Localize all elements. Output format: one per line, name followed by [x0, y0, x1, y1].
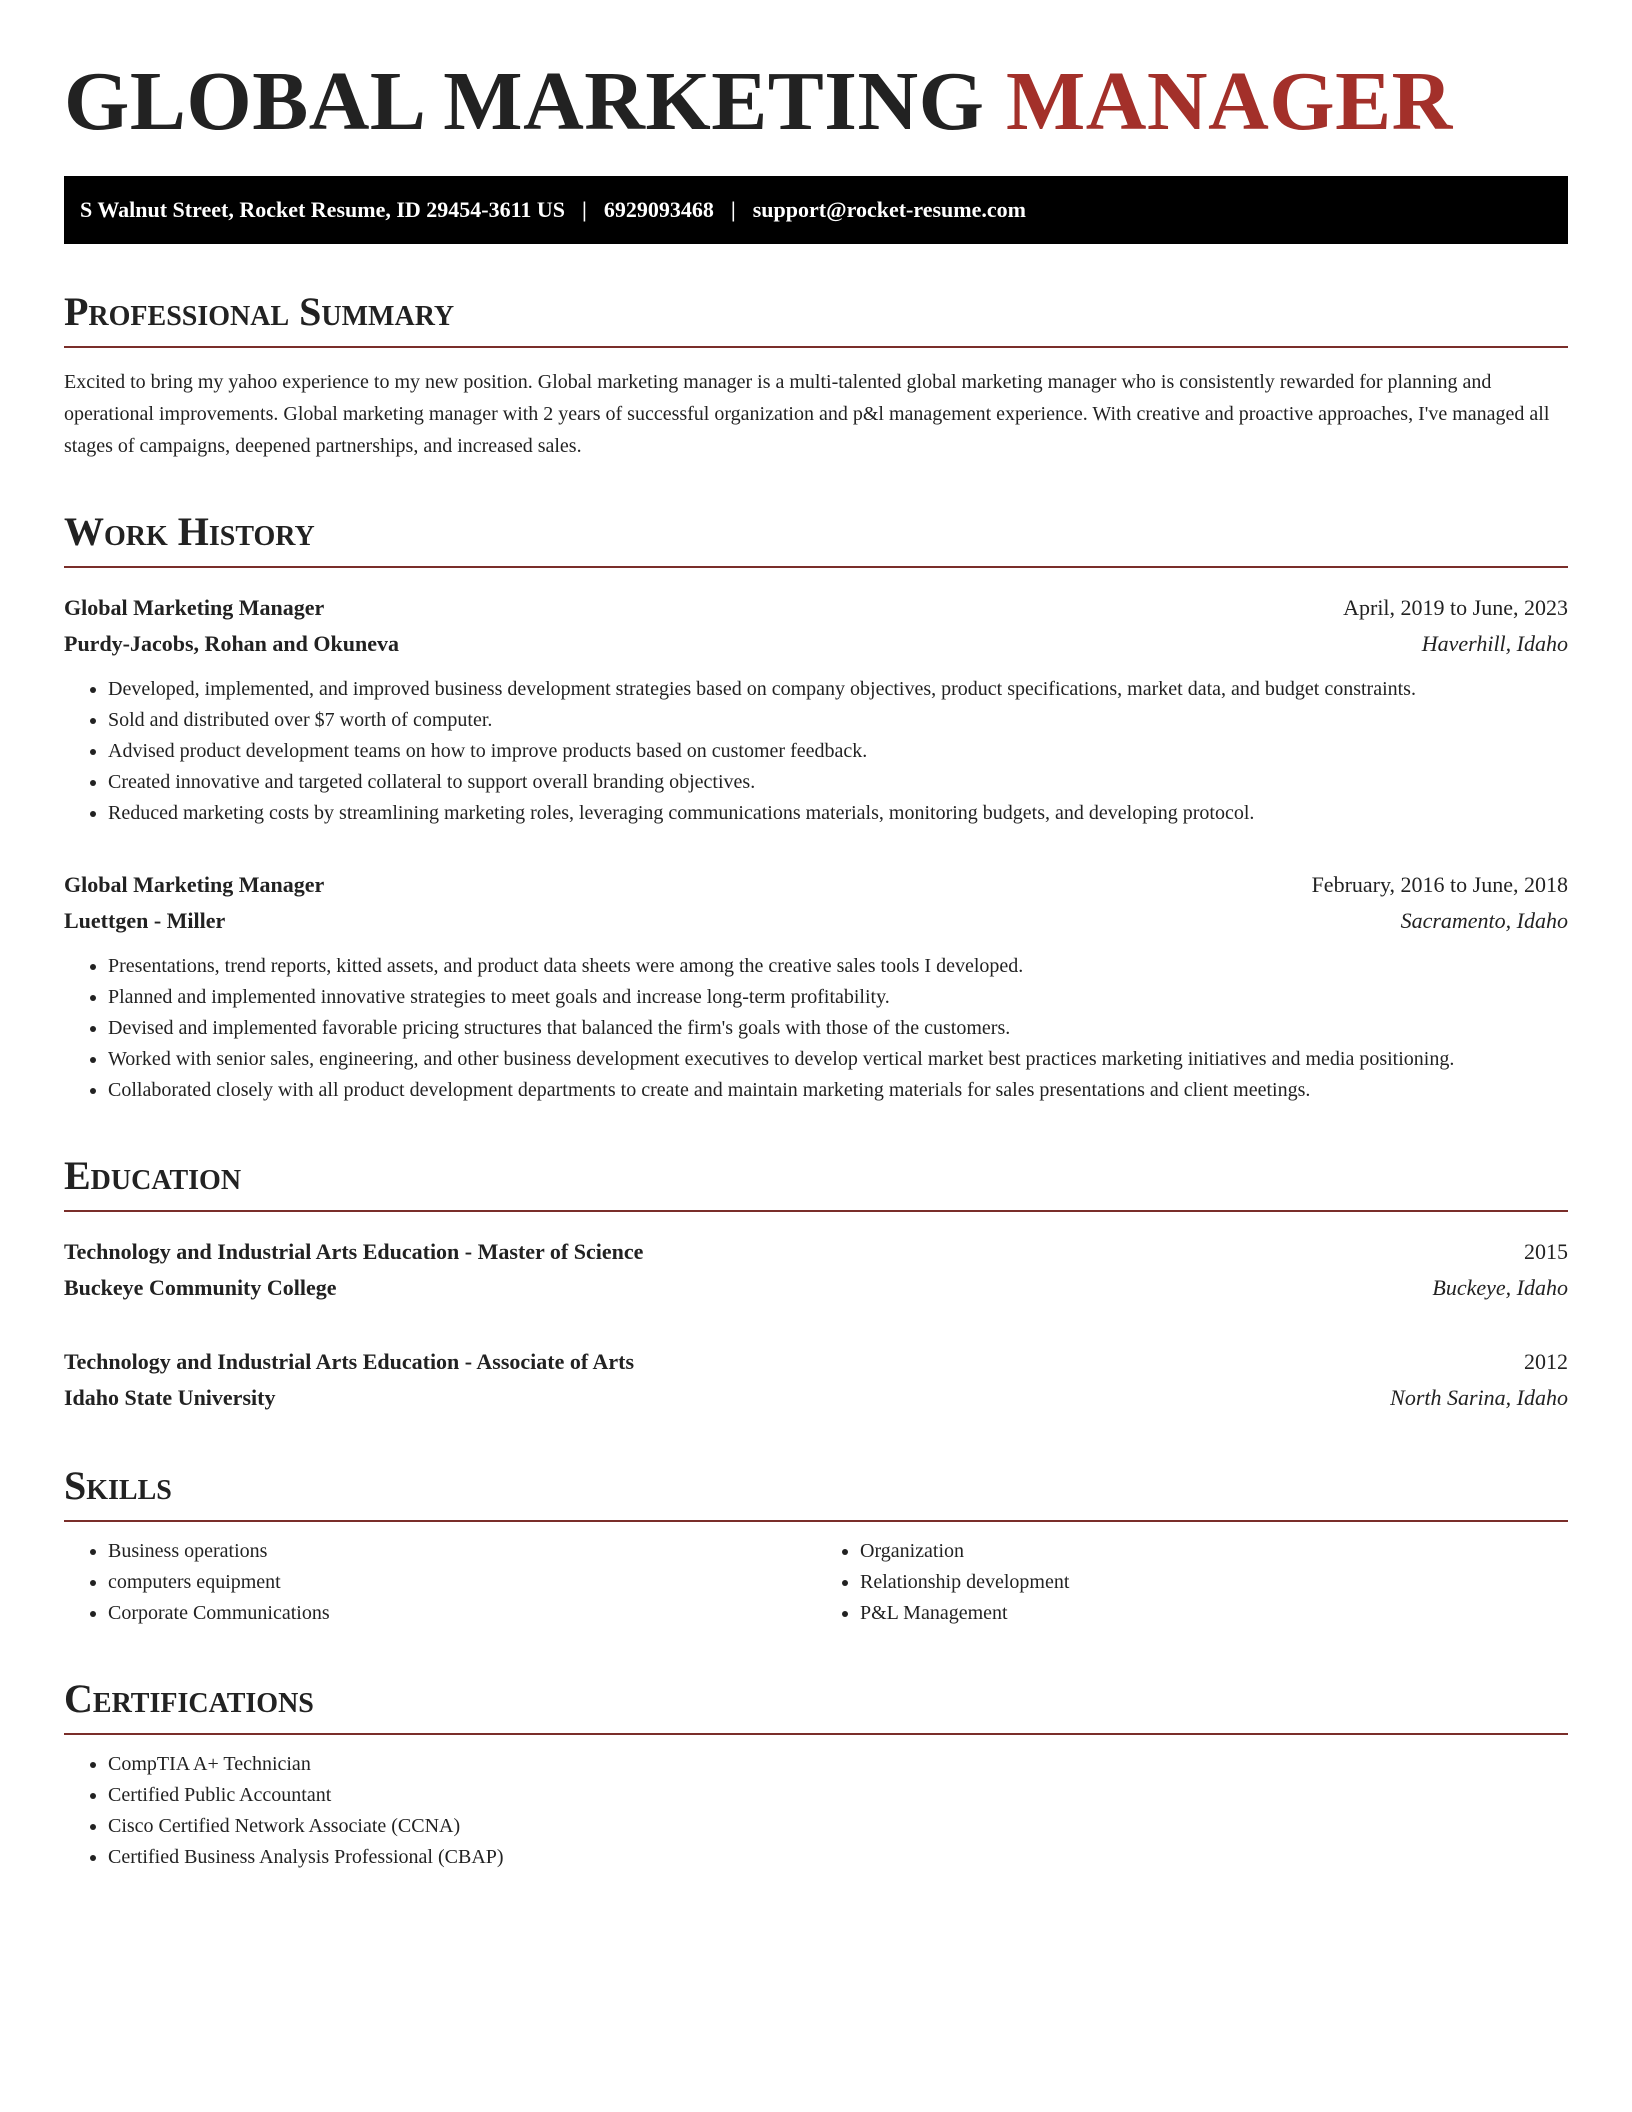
job-bullet: • Collaborated closely with all product development departments to create and maintain marketing materials for sales presentations and client meetings.	[108, 1075, 1568, 1106]
education-school: Buckeye Community College	[64, 1275, 337, 1300]
work-history-section	[64, 510, 1568, 1106]
job-entry	[64, 590, 1568, 829]
education-year: 2012	[1524, 1349, 1568, 1374]
job-bullet: • Advised product development teams on how to improve products based on customer feedback.	[108, 736, 1568, 767]
name-last: MANAGER	[1005, 55, 1453, 148]
certifications-section	[64, 1677, 1568, 1873]
skills-section	[64, 1464, 1568, 1629]
certifications-list	[64, 1749, 1568, 1873]
section-title-education: Education	[64, 1154, 1568, 1212]
certification-item: • CompTIA A+ Technician	[108, 1749, 1568, 1780]
job-dates: February, 2016 to June, 2018	[1311, 872, 1568, 897]
name-first: GLOBAL MARKETING	[64, 55, 985, 148]
job-role: Global Marketing Manager	[64, 595, 325, 620]
education-section	[64, 1154, 1568, 1416]
job-bullet: • Devised and implemented favorable pricing structures that balanced the firm's goals with those of the customers.	[108, 1013, 1568, 1044]
job-bullet: • Developed, implemented, and improved business development strategies based on company objectives, product specifications, market data, and budget constraints.	[108, 674, 1568, 705]
section-title-summary: Professional Summary	[64, 290, 1568, 348]
job-company: Luettgen - Miller	[64, 908, 226, 933]
job-bullet: • Worked with senior sales, engineering, and other business development executives to develop vertical market best practices marketing initiatives and media positioning.	[108, 1044, 1568, 1075]
job-bullet: • Presentations, trend reports, kitted assets, and product data sheets were among the creative sales tools I developed.	[108, 951, 1568, 982]
job-location: Sacramento, Idaho	[1400, 908, 1568, 933]
job-dates: April, 2019 to June, 2023	[1343, 595, 1568, 620]
job-entry	[64, 867, 1568, 1106]
section-title-certifications: Certifications	[64, 1677, 1568, 1735]
skill-item: • Organization	[860, 1536, 1568, 1567]
job-bullets	[64, 674, 1568, 829]
section-title-skills: Skills	[64, 1464, 1568, 1522]
job-bullet: • Planned and implemented innovative strategies to meet goals and increase long-term profitability.	[108, 982, 1568, 1013]
education-degree: Technology and Industrial Arts Education - Master of Science	[64, 1239, 644, 1264]
job-bullet: • Sold and distributed over $7 worth of computer.	[108, 705, 1568, 736]
job-location: Haverhill, Idaho	[1421, 631, 1568, 656]
skill-item: • Relationship development	[860, 1567, 1568, 1598]
job-bullets	[64, 951, 1568, 1106]
job-bullet: • Created innovative and targeted collateral to support overall branding objectives.	[108, 767, 1568, 798]
skill-item: • P&L Management	[860, 1598, 1568, 1629]
education-year: 2015	[1524, 1239, 1568, 1264]
skill-item: • computers equipment	[108, 1567, 816, 1598]
summary-text: Excited to bring my yahoo experience to my new position. Global marketing manager is a multi-talented global marketing manager who is consistently rewarded for planning and operational improvements. Global marketing manager with 2 years of successful organization and p&l management experience. With creative and proactive approaches, I've managed all stages of campaigns, deepened partnerships, and increased sales.	[64, 371, 1550, 457]
contact-email: support@rocket-resume.com	[752, 197, 1026, 222]
education-location: North Sarina, Idaho	[1390, 1385, 1568, 1410]
candidate-name	[64, 0, 1568, 152]
contact-phone: 6929093468	[603, 197, 714, 222]
section-title-work-history: Work History	[64, 510, 1568, 568]
contact-address: S Walnut Street, Rocket Resume, ID 29454-3611 US	[80, 197, 566, 222]
contact-separator: |	[582, 197, 587, 222]
job-role: Global Marketing Manager	[64, 872, 325, 897]
skills-list-left	[64, 1536, 816, 1629]
skill-item: • Business operations	[108, 1536, 816, 1567]
certification-item: • Cisco Certified Network Associate (CCNA)	[108, 1811, 1568, 1842]
education-location: Buckeye, Idaho	[1432, 1275, 1568, 1300]
skill-item: • Corporate Communications	[108, 1598, 816, 1629]
skills-list-right	[816, 1536, 1568, 1629]
education-degree: Technology and Industrial Arts Education - Associate of Arts	[64, 1349, 635, 1374]
certification-item: • Certified Public Accountant	[108, 1780, 1568, 1811]
summary-section	[64, 290, 1568, 462]
education-entry	[64, 1344, 1568, 1416]
contact-separator: |	[730, 197, 736, 222]
job-company: Purdy-Jacobs, Rohan and Okuneva	[64, 631, 399, 656]
skills-grid	[64, 1536, 1568, 1629]
education-school: Idaho State University	[64, 1385, 276, 1410]
contact-bar	[64, 176, 1568, 244]
certification-item: • Certified Business Analysis Professional (CBAP)	[108, 1842, 1568, 1873]
education-entry	[64, 1234, 1568, 1306]
job-bullet: • Reduced marketing costs by streamlining marketing roles, leveraging communications materials, monitoring budgets, and developing protocol.	[108, 798, 1568, 829]
